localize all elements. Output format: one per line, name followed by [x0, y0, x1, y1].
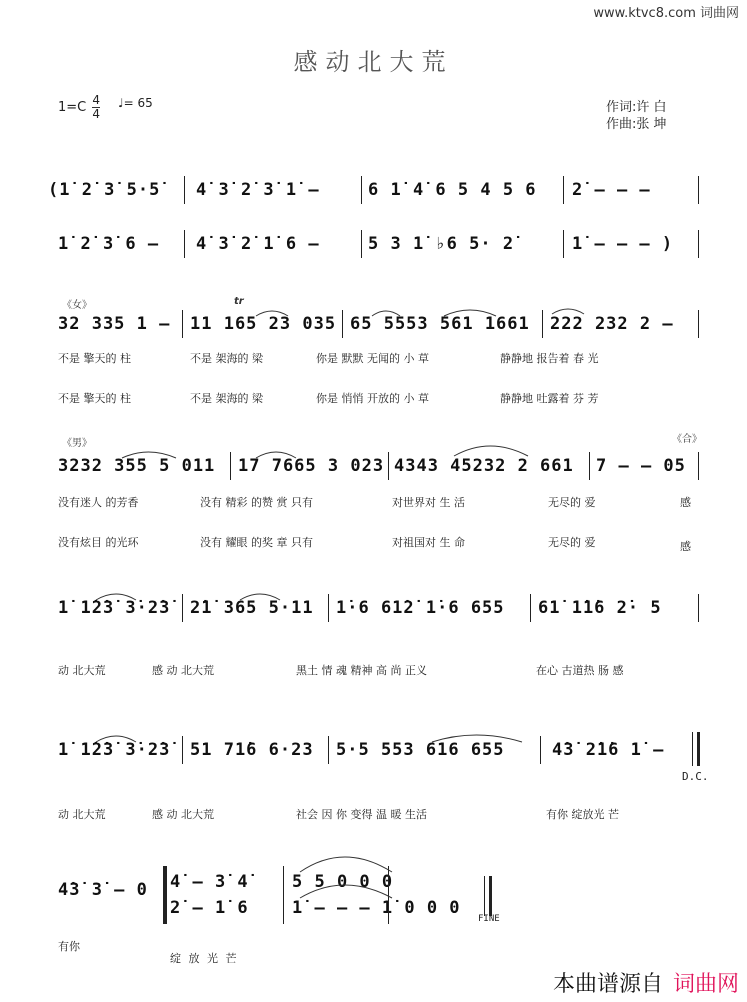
tempo-mark: ♩= 65 [118, 96, 153, 110]
part-label-male: 《男》 [62, 438, 92, 449]
verse-f-m4: 222 232 2 – [550, 314, 674, 334]
lyric-f1-b: 不是 架海的 梁 [190, 352, 263, 365]
lyric-f1-a: 不是 擎天的 柱 [58, 352, 131, 365]
chorus1-lyric-d: 在心 古道热 肠 感 [536, 664, 624, 677]
part-label-female: 《女》 [62, 300, 92, 311]
lyric-m2-b: 没有 耀眼 的奖 章 只有 [200, 536, 313, 549]
da-capo-mark: D.C. [682, 770, 709, 783]
chorus2-lyric-d: 有你 绽放光 芒 [546, 808, 619, 821]
key-label: 1=C [58, 100, 87, 115]
coda-lower-2: 1̇ – – – 1̇ 0 0 0 [292, 898, 461, 918]
chorus2-m3: 5·5 553 616 655 [336, 740, 505, 760]
fine-mark: FINE [478, 914, 500, 924]
footer-source [553, 967, 739, 998]
coda-lyric-start: 有你 [58, 940, 80, 953]
lyric-m2-e: 感 [680, 540, 691, 553]
chorus1-m3: 1̇·6 61̇2̇ 1̇·6 655 [336, 598, 505, 618]
time-top: 4 [92, 93, 101, 107]
lyricist: 作词:许 白 [606, 100, 667, 115]
chorus1-lyric-c: 黑土 情 魂 精神 高 尚 正义 [296, 664, 427, 677]
lyric-m2-d: 无尽的 爱 [548, 536, 596, 549]
chorus2-lyric-a: 动 北大荒 [58, 808, 106, 821]
lyric-m2-a: 没有炫目 的光环 [58, 536, 139, 549]
intro-1-m2: 4̇ 3̇ 2̇ 3̇ 1̇ – [196, 180, 320, 200]
lyric-f2-d: 静静地 吐露着 芬 芳 [500, 392, 599, 405]
verse-f-m1: 32 335 1 – [58, 314, 171, 334]
verse-f-m3: 65 5553 561 1661 [350, 314, 530, 334]
chorus1-lyric-a: 动 北大荒 [58, 664, 106, 677]
coda-lyrics: 绽 放 光 芒 [170, 952, 239, 965]
composer: 作曲:张 坤 [606, 117, 667, 132]
lyric-m1-b: 没有 精彩 的赞 赏 只有 [200, 496, 313, 509]
lyric-f2-a: 不是 擎天的 柱 [58, 392, 131, 405]
lyric-m2-c: 对祖国对 生 命 [392, 536, 465, 549]
lyric-m1-a: 没有迷人 的芳香 [58, 496, 139, 509]
coda-lower: 2̇ – 1̇ 6 [170, 898, 249, 918]
verse-f-m2: 11 165 23 035 [190, 314, 337, 334]
intro-2-m3: 5 3 1̇ ♭6 5· 2̇ [368, 234, 515, 254]
part-label-chorus: 《合》 [672, 434, 702, 445]
lyric-f1-d: 静静地 报告着 春 光 [500, 352, 599, 365]
chorus2-m4: 4̇3̇ 2̇1̇6 1̇ – [552, 740, 665, 760]
lyric-m1-d: 无尽的 爱 [548, 496, 596, 509]
intro-1-m1: (1̇ 2̇ 3̇ 5·5̇ [48, 180, 161, 200]
song-title: 感动北大荒 [293, 48, 454, 76]
lyric-m1-e: 感 [680, 496, 691, 509]
chorus1-m1: 1̇ 1̇2̇3̇ 3̇·2̇3̇ [58, 598, 171, 618]
intro-1-m4: 2̇ – – – [572, 180, 651, 200]
verse-m-m4: 7 – – 05 [596, 456, 686, 476]
footer-brand[interactable]: 词曲网 [672, 972, 739, 997]
intro-2-m2: 4̇ 3̇ 2̇ 1̇ 6 – [196, 234, 320, 254]
coda-start: 4̇3̇ 3̇ – 0 [58, 880, 148, 900]
lyric-f1-c: 你是 默默 无闻的 小 草 [316, 352, 429, 365]
site-watermark: www.ktvc8.com 词曲网 [593, 6, 739, 21]
chorus2-m2: 51 71̇6 6·23 [190, 740, 314, 760]
chorus2-lyric-c: 社会 因 你 变得 温 暖 生活 [296, 808, 427, 821]
chorus2-m1: 1̇ 1̇2̇3̇ 3̇·2̇3̇ [58, 740, 171, 760]
coda-upper: 4̇ – 3̇ 4̇ [170, 872, 249, 892]
lyric-f2-b: 不是 架海的 梁 [190, 392, 263, 405]
trill-mark: tr [234, 296, 244, 307]
footer-source-text: 本曲谱源自 [552, 972, 663, 997]
intro-2-m4: 1̇ – – – ) [572, 234, 674, 254]
lyric-f2-c: 你是 悄悄 开放的 小 草 [316, 392, 429, 405]
time-bottom: 4 [92, 107, 101, 121]
coda-upper-2: 5 5 0 0 0 [292, 872, 394, 892]
intro-2-m1: 1̇ 2̇ 3̇ 6 – [58, 234, 160, 254]
verse-m-m2: 17 7665 3 023 [238, 456, 385, 476]
chorus1-m4: 61̇ 1̇1̇6 2̇· 5 [538, 598, 662, 618]
chorus1-m2: 2̇1̇ 365 5·11 [190, 598, 314, 618]
verse-m-m1: 3232 355 5 011 [58, 456, 216, 476]
chorus1-lyric-b: 感 动 北大荒 [152, 664, 214, 677]
chorus2-lyric-b: 感 动 北大荒 [152, 808, 214, 821]
lyric-m1-c: 对世界对 生 活 [392, 496, 465, 509]
verse-m-m3: 4343 45232 2 661 [394, 456, 574, 476]
intro-1-m3: 6 1̇ 4̇ 6 5 4 5 6 [368, 180, 537, 200]
